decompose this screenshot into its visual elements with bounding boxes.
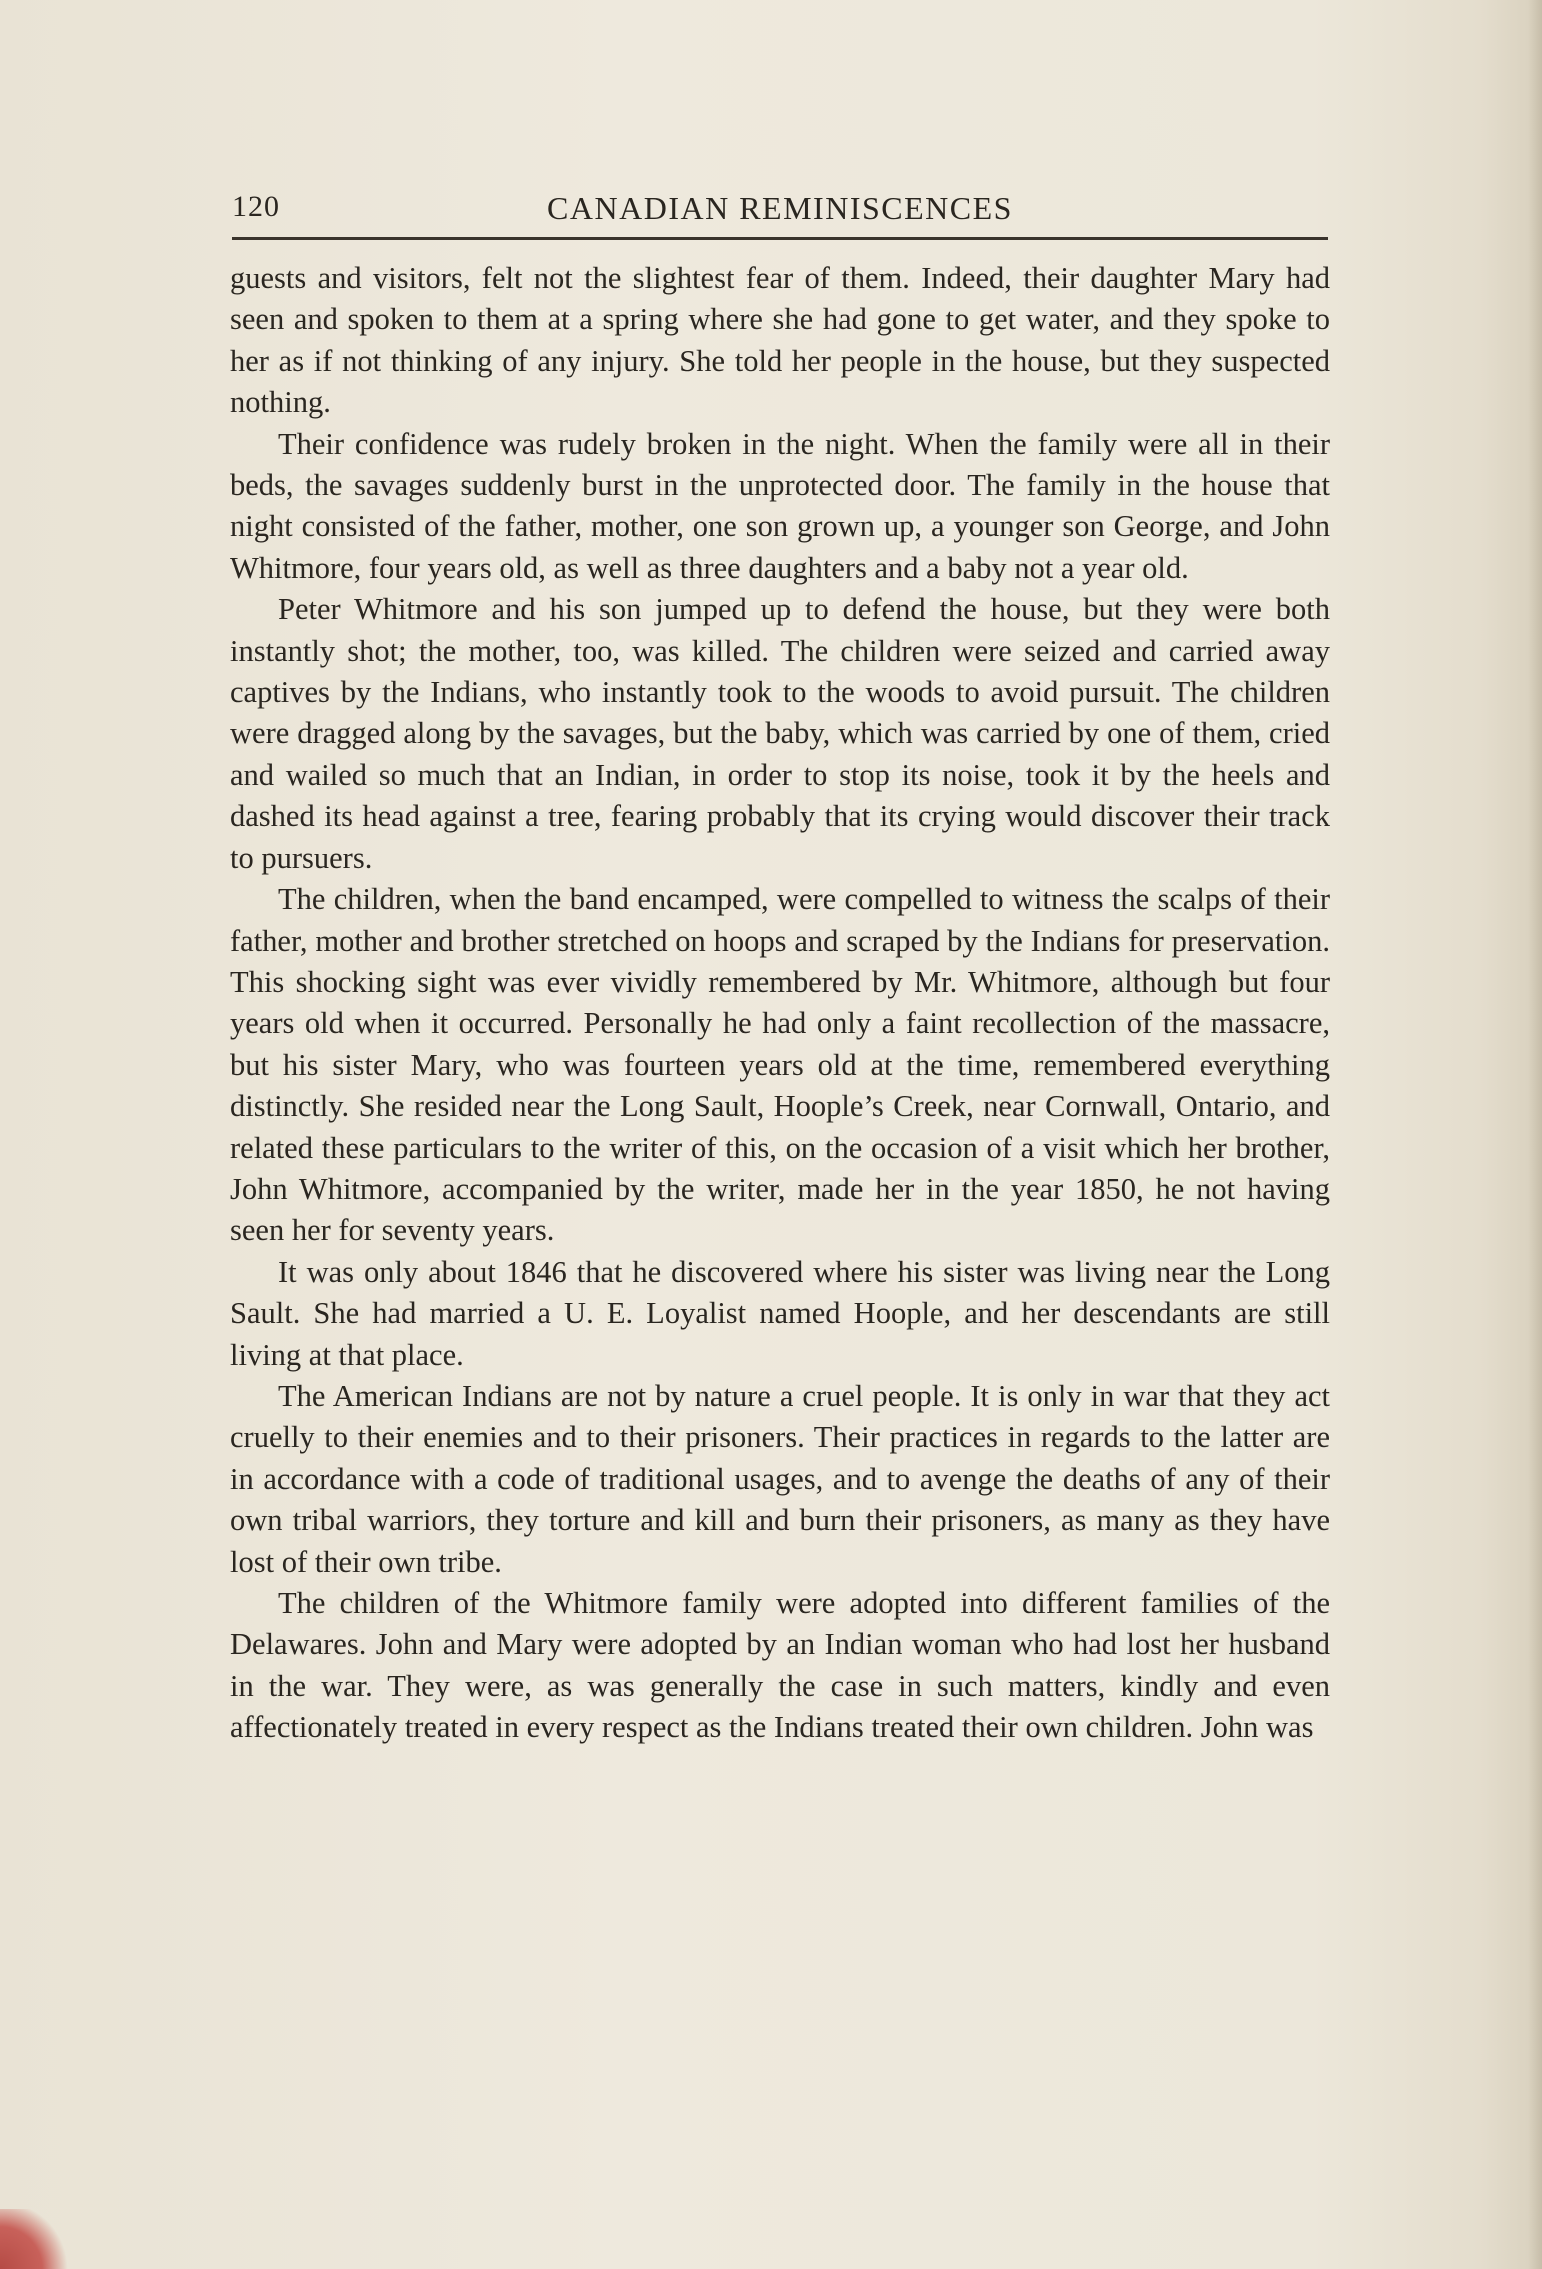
paragraph: The children, when the band encamped, were compelled to witness the scalps of their father, mother and brother stretched on hoops and scraped by the Indians for preservation. This shocking sight was ever vividly remembered by Mr. Whitmore, although but four years old when it occurred. Personally he had only a faint recollection of the massacre, but his sister Mary, who was fourteen years old at the time, remembered everything distinctly. She resided near the Long Sault, Hoople’s Creek, near Cornwall, Ontario, and related these particulars to the writer of this, on the occasion of a visit which her brother, John Whitmore, accompanied by the writer, made her in the year 1850, he not having seen her for seventy years. (230, 882, 1330, 1248)
running-title: CANADIAN REMINISCENCES (547, 190, 1013, 226)
paragraph: The children of the Whitmore family were adopted into different families of the Delawares. John and Mary were adopted by an Indian woman who had lost her husband in the war. They were, as was generally the case in such matters, kindly and even affectionately treated in every respect as the Indians treated their own children. John was (230, 1586, 1330, 1745)
page-number: 120 (232, 190, 280, 223)
paragraph: Peter Whitmore and his son jumped up to defend the house, but they were both instantly shot; the mother, too, was killed. The children were seized and carried away captives by the Indians, who instantly took to the woods to avoid pursuit. The children were dragged along by the savages, but the baby, which was carried by one of them, cried and wailed so much that an Indian, in order to stop its noise, took it by the heels and dashed its head against a tree, fearing probably that its crying would discover their track to pursuers. (230, 592, 1330, 875)
page-corner-mark (0, 2209, 72, 2269)
paragraph: The American Indians are not by nature a cruel people. It is only in war that they act cruelly to their enemies and to their prisoners. Their practices in regards to the latter are in accordance with a code of traditional usages, and to avenge the deaths of any of their own tribal warriors, they torture and kill and burn their prisoners, as many as they have lost of their own tribe. (230, 1378, 1330, 1579)
header-rule (232, 237, 1328, 240)
body-text (230, 258, 1330, 2018)
page-header (232, 186, 1328, 236)
paragraph: guests and visitors, felt not the slightest fear of them. Indeed, their daughter Mary had seen and spoken to them at a spring where she had gone to get water, and they spoke to her as if not thinking of any injury. She told her people in the house, but they suspected nothing. (230, 261, 1330, 420)
paragraph: It was only about 1846 that he discovered where his sister was living near the Long Sault. She had married a U. E. Loyalist named Hoople, and her descendants are still living at that place. (230, 1254, 1330, 1372)
page-edge-shadow (1528, 0, 1542, 2269)
paragraph: Their confidence was rudely broken in the night. When the family were all in their beds, the savages suddenly burst in the unprotected door. The family in the house that night consisted of the father, mother, one son grown up, a younger son George, and John Whitmore, four years old, as well as three daughters and a baby not a year old. (230, 426, 1330, 585)
